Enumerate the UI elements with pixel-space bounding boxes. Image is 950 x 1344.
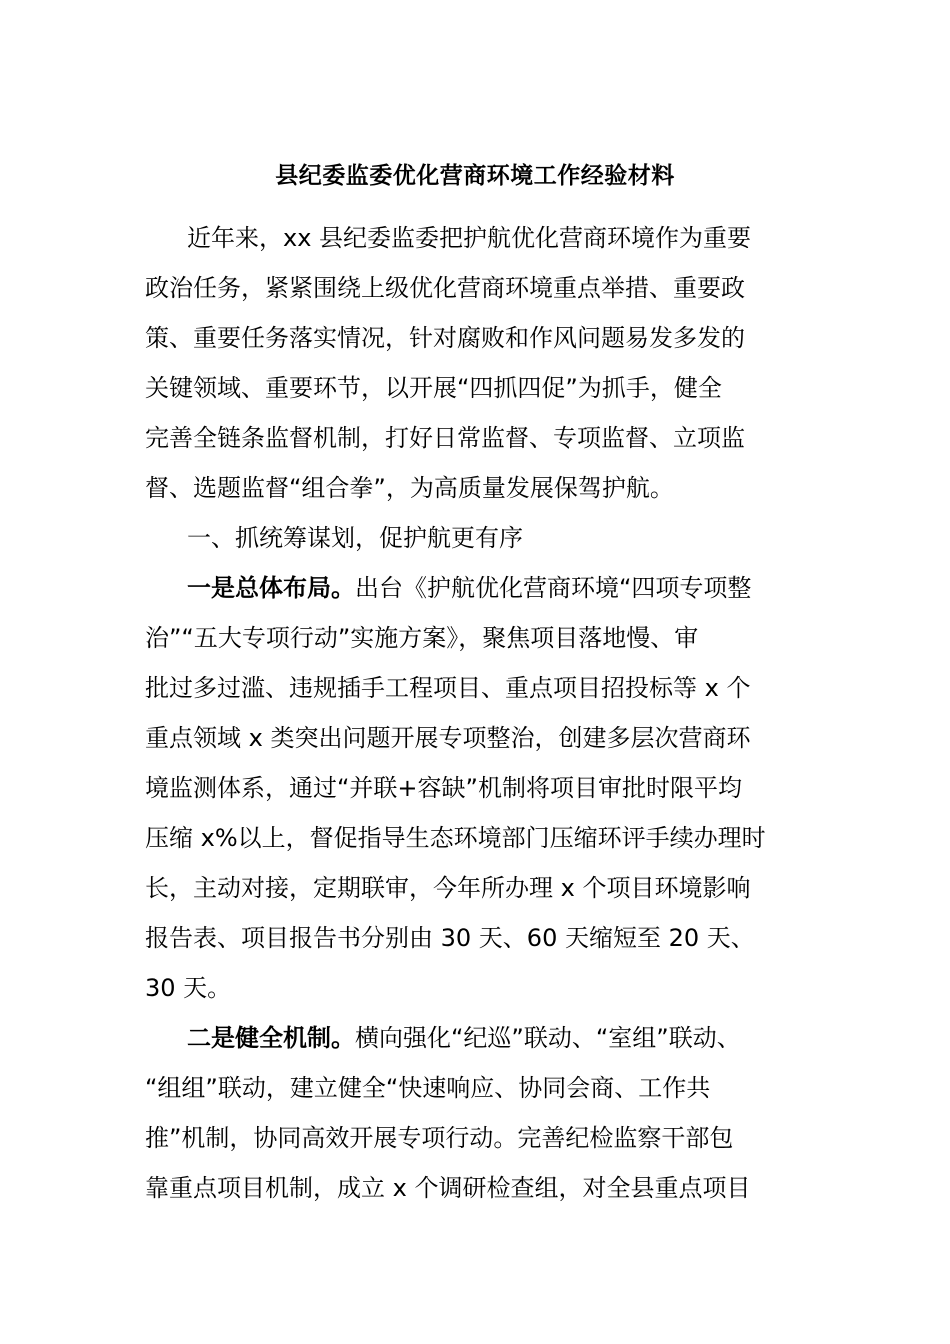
- paragraph-line: 关键领域、重要环节，以开展“四抓四促”为抓手，健全: [145, 374, 722, 402]
- paragraph-line: 治”“五大专项行动”实施方案》，聚焦项目落地慢、审: [145, 624, 699, 652]
- paragraph-line: 推”机制，协同高效开展专项行动。完善纪检监察干部包: [145, 1124, 734, 1152]
- paragraph-text: 出台《护航优化营商环境“四项专项整: [355, 574, 752, 602]
- paragraph-line: 报告表、项目报告书分别由 30 天、60 天缩短至 20 天、: [145, 924, 755, 952]
- paragraph-line: 批过多过滥、违规插手工程项目、重点项目招投标等 x 个: [145, 674, 751, 702]
- paragraph-line: 政治任务，紧紧围绕上级优化营商环境重点举措、重要政: [145, 274, 745, 302]
- paragraph-line: 靠重点项目机制，成立 x 个调研检查组，对全县重点项目: [145, 1174, 751, 1202]
- paragraph-line: 完善全链条监督机制，打好日常监督、专项监督、立项监: [145, 424, 745, 452]
- bold-lead: 一是总体布局。: [187, 574, 355, 602]
- paragraph-line: [187, 571, 751, 605]
- paragraph-line: [187, 1021, 741, 1055]
- paragraph-line: 策、重要任务落实情况，针对腐败和作风问题易发多发的: [145, 324, 745, 352]
- section-heading: 一、抓统筹谋划，促护航更有序: [187, 524, 523, 552]
- paragraph-line: 境监测体系，通过“并联+容缺”机制将项目审批时限平均: [145, 774, 742, 802]
- paragraph-line: 近年来，xx 县纪委监委把护航优化营商环境作为重要: [187, 224, 752, 252]
- bold-lead: 二是健全机制。: [187, 1024, 355, 1052]
- paragraph-line: 长，主动对接，定期联审，今年所办理 x 个项目环境影响: [145, 874, 751, 902]
- document-title: 县纪委监委优化营商环境工作经验材料: [275, 163, 675, 189]
- paragraph-line: “组组”联动，建立健全“快速响应、协同会商、工作共: [145, 1074, 711, 1102]
- paragraph-text: 横向强化“纪巡”联动、“室组”联动、: [355, 1024, 741, 1052]
- paragraph-line: 压缩 x%以上，督促指导生态环境部门压缩环评手续办理时: [145, 824, 766, 852]
- paragraph-line: 30 天。: [145, 974, 232, 1002]
- paragraph-line: 重点领域 x 类突出问题开展专项整治，创建多层次营商环: [145, 724, 751, 752]
- paragraph-line: 督、选题监督“组合拳”，为高质量发展保驾护航。: [145, 474, 674, 502]
